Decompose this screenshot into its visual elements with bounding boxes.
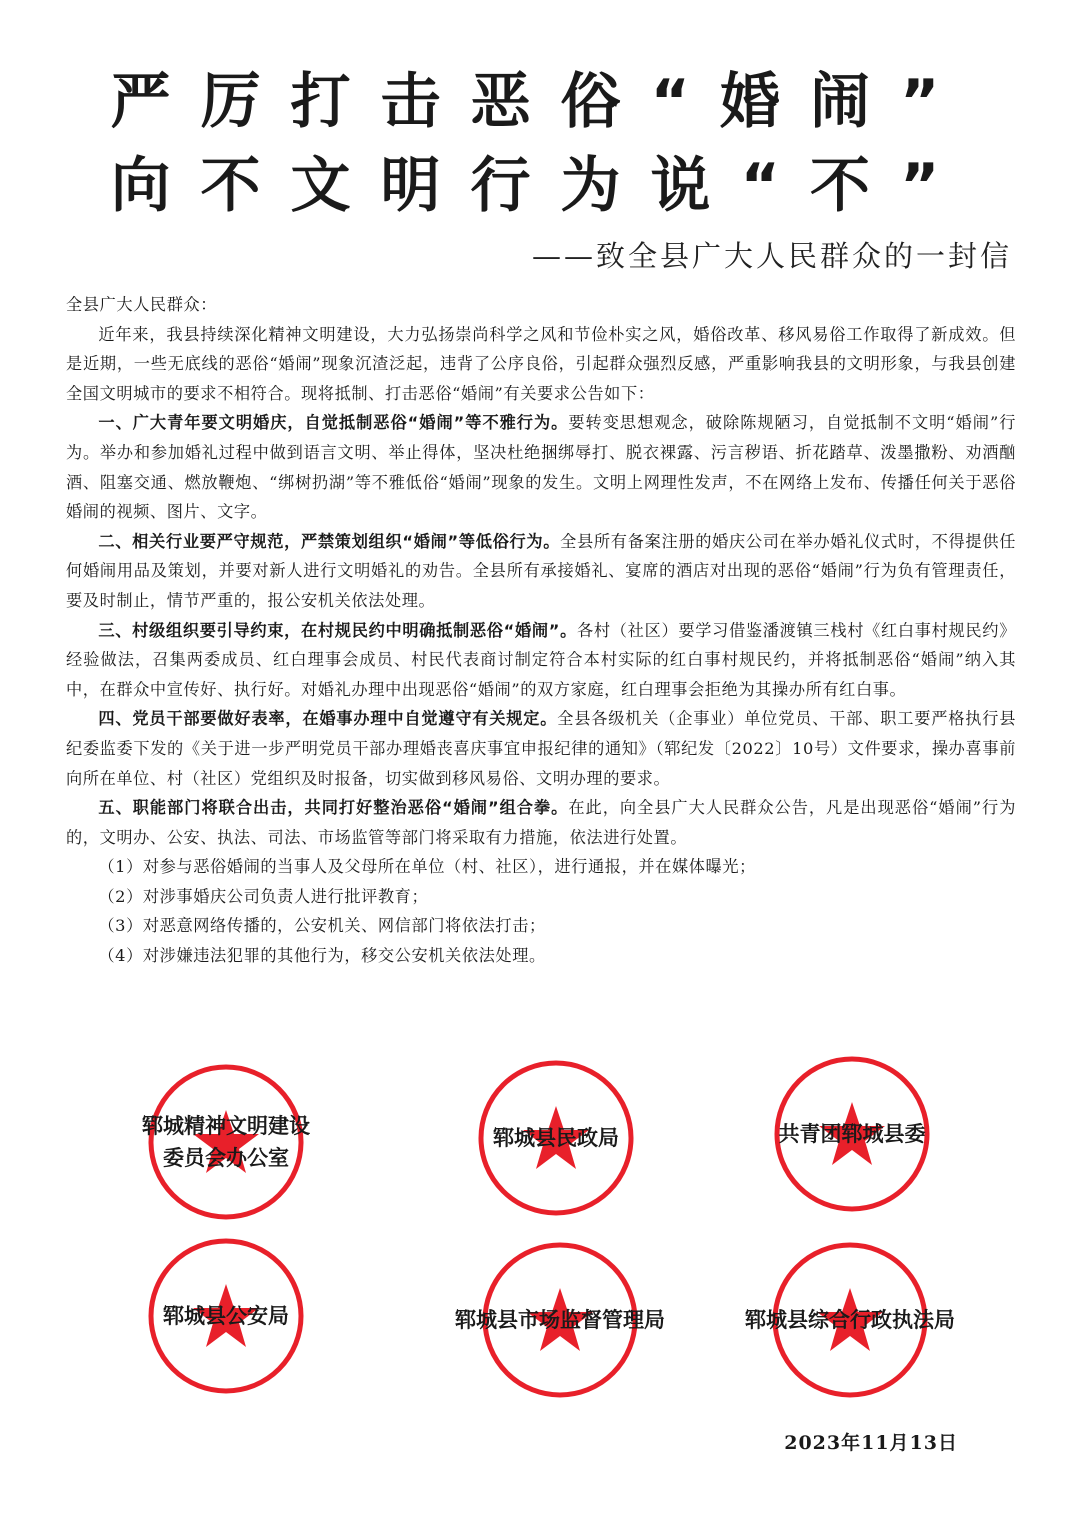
seal-public-security xyxy=(146,1236,306,1396)
section-text: 要转变思想观念，破除陈规陋习，自觉抵制不文明“婚闹”行为。举办和参加婚礼过程中做到语言文明、举止得体，坚决杜绝捆绑辱打、脱衣裸露、污言秽语、折花踏草、泼墨撒粉、劝酒酗酒、阻塞交通、燃放鞭炮、“绑树扔湖”等不雅低俗“婚闹”现象的发生。文明上网理性发声，不在网络上发布、传播任何关于恶俗婚闹的视频、图片、文字。 xyxy=(66,413,1016,522)
section-text: 全县各级机关（企事业）单位党员、干部、职工要严格执行县纪委监委下发的《关于进一步严明党员干部办理婚丧喜庆事宜申报纪律的通知》（郓纪发〔2022〕10号）文件要求，操办喜事前向所在单位、村（社区）党组织及时报备，切实做到移风易俗、文明办理的要求。 xyxy=(66,709,1016,788)
measure-item: （1）对参与恶俗婚闹的当事人及父母所在单位（村、社区），进行通报，并在媒体曝光； xyxy=(98,857,756,877)
seal-label: 共青团郓城县委 xyxy=(778,1121,926,1146)
title-line-1: 严厉打击恶俗“婚闹” xyxy=(110,67,970,137)
section-4 xyxy=(66,704,1016,793)
seal-civil-affairs xyxy=(476,1058,636,1218)
measure-item: （2）对涉事婚庆公司负责人进行批评教育； xyxy=(98,886,429,906)
seal-youth-league xyxy=(772,1054,932,1214)
seal-label: 郓城县公安局 xyxy=(163,1303,289,1328)
title-line-2: 向不文明行为说“不” xyxy=(110,151,970,221)
seal-label: 郓城县民政局 xyxy=(493,1125,619,1150)
measure-item: （3）对恶意网络传播的，公安机关、网信部门将依法打击； xyxy=(98,916,546,936)
seal-label xyxy=(142,1110,310,1174)
section-text: 各村（社区）要学习借鉴潘渡镇三栈村《红白事村规民约》经验做法，召集两委成员、红白理事会成员、村民代表商讨制定符合本村实际的红白事村规民约，并将抵制恶俗“婚闹”纳入其中，在群众中宣传好、执行好。对婚礼办理中出现恶俗“婚闹”的双方家庭，红白理事会拒绝为其操办所有红白事。 xyxy=(66,620,1016,699)
seal-label-line-2: 委员会办公室 xyxy=(163,1145,289,1170)
section-text: 在此，向全县广大人民群众公告，凡是出现恶俗“婚闹”行为的，文明办、公安、执法、司法、市场监管等部门将采取有力措施，依法进行处置。 xyxy=(66,798,1016,847)
section-3 xyxy=(66,616,1016,705)
seal-civilization-office xyxy=(142,1062,310,1222)
measure-item: （4）对涉嫌违法犯罪的其他行为，移交公安机关依法处理。 xyxy=(98,946,546,966)
section-heading: 一、广大青年要文明婚庆，自觉抵制恶俗“婚闹”等不雅行为。 xyxy=(98,413,569,433)
section-text: 全县所有备案注册的婚庆公司在举办婚礼仪式时，不得提供任何婚闹用品及策划，并要对新人进行文明婚礼的劝告。全县所有承接婚礼、宴席的酒店对出现的恶俗“婚闹”行为负有管理责任，要及时制止，情节严重的，报公安机关依法处理。 xyxy=(66,531,1016,610)
section-2 xyxy=(66,527,1016,616)
issue-date: 2023年11月13日 xyxy=(784,1432,958,1454)
intro-paragraph: 近年来，我县持续深化精神文明建设，大力弘扬崇尚科学之风和节俭朴实之风，婚俗改革、移风易俗工作取得了新成效。但是近期，一些无底线的恶俗“婚闹”现象沉渣泛起，违背了公序良俗，引起群众强烈反感，严重影响我县的文明形象，与我县创建全国文明城市的要求不相符合。现将抵制、打击恶俗“婚闹”有关要求公告如下： xyxy=(66,324,1016,403)
section-heading: 五、职能部门将联合出击，共同打好整治恶俗“婚闹”组合拳。 xyxy=(98,798,569,818)
seal-label: 郓城县市场监督管理局 xyxy=(455,1307,665,1332)
seal-label-line-1: 郓城精神文明建设 xyxy=(142,1113,310,1138)
seal-market-supervision xyxy=(455,1240,665,1400)
seal-law-enforcement xyxy=(745,1240,955,1400)
salutation: 全县广大人民群众： xyxy=(66,295,218,314)
section-heading: 三、村级组织要引导约束，在村规民约中明确抵制恶俗“婚闹”。 xyxy=(98,620,578,640)
seal-label: 郓城县综合行政执法局 xyxy=(745,1307,955,1332)
section-1 xyxy=(66,408,1016,526)
section-heading: 四、党员干部要做好表率，在婚事办理中自觉遵守有关规定。 xyxy=(98,709,558,729)
subtitle: ——致全县广大人民群众的一封信 xyxy=(531,239,1012,273)
section-5 xyxy=(66,793,1016,852)
letter-body xyxy=(66,290,1016,971)
section-heading: 二、相关行业要严守规范，严禁策划组织“婚闹”等低俗行为。 xyxy=(98,531,561,551)
